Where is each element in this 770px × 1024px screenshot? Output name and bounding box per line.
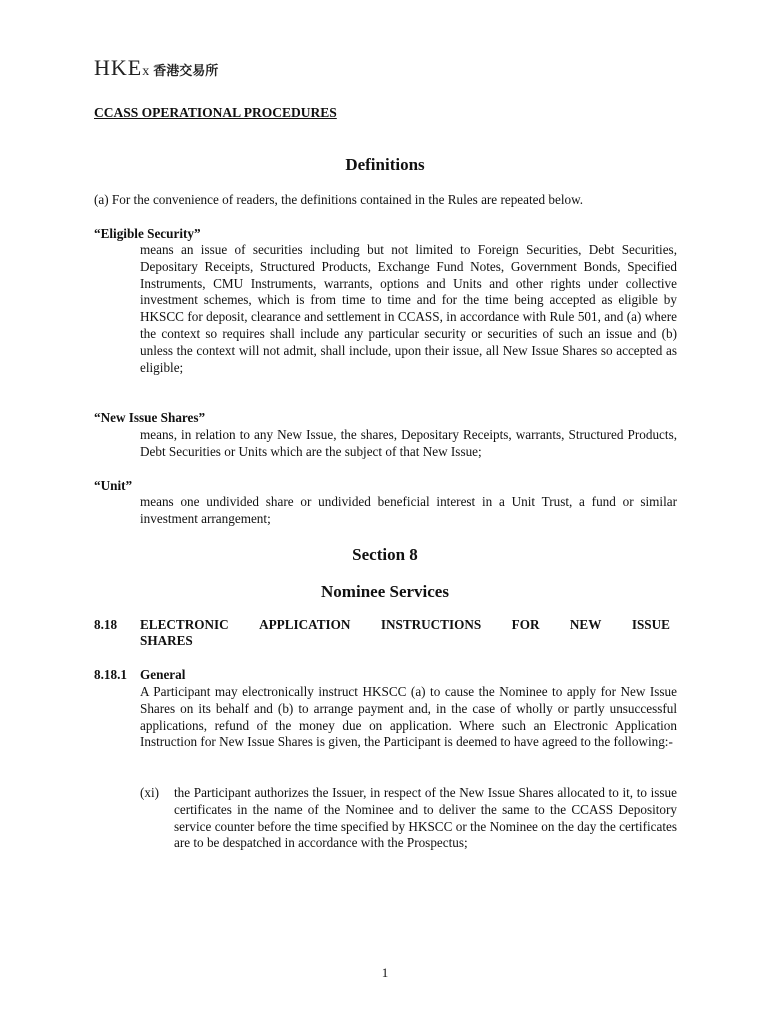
subclause-text: A Participant may electronically instruct HKSCC (a) to cause the Nominee to apply for New Issue Shares on its behalf and (b) to arrange payment and, in the case of wholly or partly unsuccessful applications, refund of the money due on application. Where such an Electronic Application Instruction for New Issue Shares is given, the Participant is deemed to have agreed to the following:- [140,684,677,750]
clause-heading: ELECTRONIC APPLICATION INSTRUCTIONS FOR NEW ISSUE [140,617,670,632]
term-new-issue-shares: “New Issue Shares” [94,410,206,425]
section-subtitle: Nominee Services [321,582,449,601]
term-eligible-security: “Eligible Security” [94,226,201,241]
definition-eligible-security: means an issue of securities including but not limited to Foreign Securities, Debt Securities, Depositary Receipts, Structured Products, Exchange Fund Notes, Government Bonds, Specified Instruments, CMU Instruments, warrants, options and Units and other rights under collective investment schemes, which is from time to time and for the time being accepted as eligible by HKSCC for deposit, clearance and settlement in CCASS, in accordance with Rule 501, and (a) where the context so requires shall include any particular security or securities of such an issue and (b) unless the context will not admit, shall include, upon their issue, all New Issue Shares so accepted as eligible; [140,242,677,375]
clause-heading-line2: SHARES [140,633,193,648]
definition-unit: means one undivided share or undivided beneficial interest in a Unit Trust, a fund or similar investment arrangement; [140,494,677,526]
term-unit: “Unit” [94,478,133,493]
hkex-logo [94,55,218,81]
clause-number: 8.18 [94,617,118,632]
item-label: (xi) [140,785,160,800]
document-title: CCASS OPERATIONAL PROCEDURES [94,105,337,120]
logo-mark: HKEx [94,55,151,80]
item-text: the Participant authorizes the Issuer, in respect of the New Issue Shares allocated to it, to issue certificates in the name of the Nominee and to deliver the same to the CCASS Depository service counter before the time specified by HKSCC or the Nominee on the day the certificates are to be despatched in accordance with the Prospectus; [174,785,677,851]
definition-new-issue-shares: means, in relation to any New Issue, the shares, Depositary Receipts, warrants, Structured Products, Debt Securities or Units which are the subject of that New Issue; [140,427,677,459]
definitions-heading: Definitions [345,155,425,174]
logo-chinese-name: 香港交易所 [153,64,219,79]
section-title: Section 8 [352,545,418,564]
definitions-intro: (a) For the convenience of readers, the definitions contained in the Rules are repeated below. [94,192,584,207]
subclause-number: 8.18.1 [94,667,127,682]
page-number: 1 [381,965,389,980]
subclause-title: General [140,667,186,682]
